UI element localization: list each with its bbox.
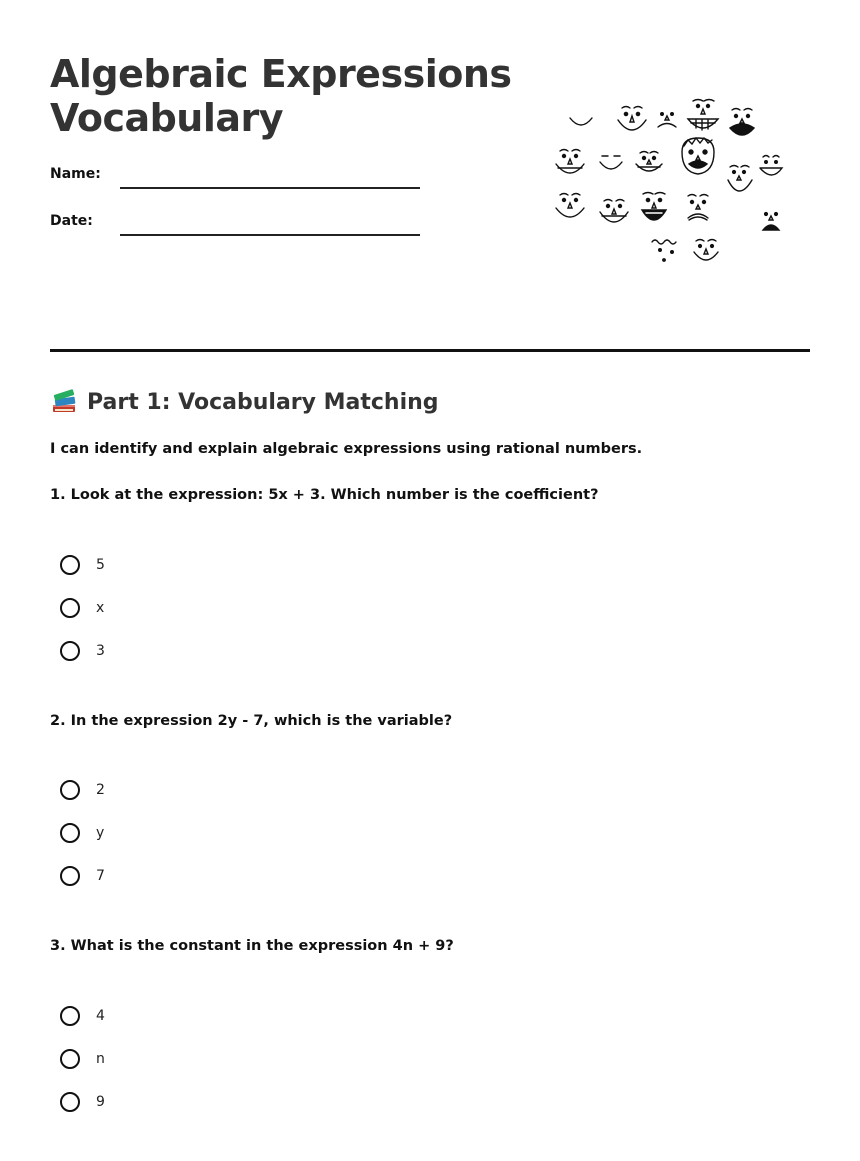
option-label: 7 [96, 868, 105, 884]
face-smile-12 [556, 194, 584, 218]
title-line-1: Algebraic Expressions [50, 52, 512, 96]
radio-button[interactable] [60, 780, 80, 800]
face-scream-9 [682, 138, 714, 174]
title-line-2: Vocabulary [50, 96, 284, 140]
face-grin-14 [642, 193, 666, 221]
question-3-option-3[interactable] [60, 1089, 105, 1115]
question-1-option-1[interactable] [60, 552, 105, 578]
face-smile-2 [618, 107, 646, 131]
radio-button[interactable] [60, 1006, 80, 1026]
section-heading [50, 388, 439, 416]
face-wink-7 [600, 156, 622, 169]
option-label: y [96, 825, 105, 841]
books-icon [50, 388, 78, 416]
question-2-option-2[interactable] [60, 820, 104, 846]
section-divider [50, 349, 810, 352]
face-smile-8 [636, 152, 662, 172]
name-field[interactable] [120, 187, 420, 189]
option-label: 2 [96, 782, 105, 798]
face-grin-11 [760, 156, 782, 176]
radio-button[interactable] [60, 866, 80, 886]
name-label: Name: [50, 166, 101, 182]
question-1-option-2[interactable] [60, 595, 104, 621]
learning-objective: I can identify and explain algebraic expressions using rational numbers. [50, 441, 643, 457]
face-sad-3 [658, 113, 676, 127]
face-smile-13 [600, 200, 628, 223]
face-sad-15 [688, 195, 708, 221]
worksheet-title [50, 52, 520, 140]
question-1-option-3[interactable] [60, 638, 105, 664]
option-label: 5 [96, 557, 105, 573]
question-3-option-2[interactable] [60, 1046, 105, 1072]
face-smile-10 [728, 166, 752, 192]
radio-button[interactable] [60, 1092, 80, 1112]
date-label: Date: [50, 213, 93, 229]
radio-button[interactable] [60, 555, 80, 575]
question-2-option-1[interactable] [60, 777, 105, 803]
question-2-option-3[interactable] [60, 863, 105, 889]
face-smile-1 [570, 118, 592, 125]
option-label: x [96, 600, 105, 616]
face-grin-4 [688, 100, 718, 131]
question-3-option-1[interactable] [60, 1003, 105, 1029]
option-label: 4 [96, 1008, 105, 1024]
face-smile-18 [694, 240, 718, 261]
date-field[interactable] [120, 234, 420, 236]
radio-button[interactable] [60, 598, 80, 618]
question-1: 1. Look at the expression: 5x + 3. Which number is the coefficient? [50, 487, 599, 503]
radio-button[interactable] [60, 823, 80, 843]
question-3: 3. What is the constant in the expression 4n + 9? [50, 938, 454, 954]
question-2: 2. In the expression 2y - 7, which is the variable? [50, 713, 453, 729]
option-label: 3 [96, 643, 105, 659]
section-heading-text: Part 1: Vocabulary Matching [87, 389, 439, 415]
face-wavy-17 [652, 240, 676, 261]
face-smile-6 [556, 150, 584, 174]
cartoon-faces-icon [548, 92, 798, 272]
radio-button[interactable] [60, 1049, 80, 1069]
option-label: n [96, 1051, 105, 1067]
radio-button[interactable] [60, 641, 80, 661]
face-mustache-5 [730, 109, 754, 136]
option-label: 9 [96, 1094, 105, 1110]
face-frown-16 [763, 213, 779, 230]
